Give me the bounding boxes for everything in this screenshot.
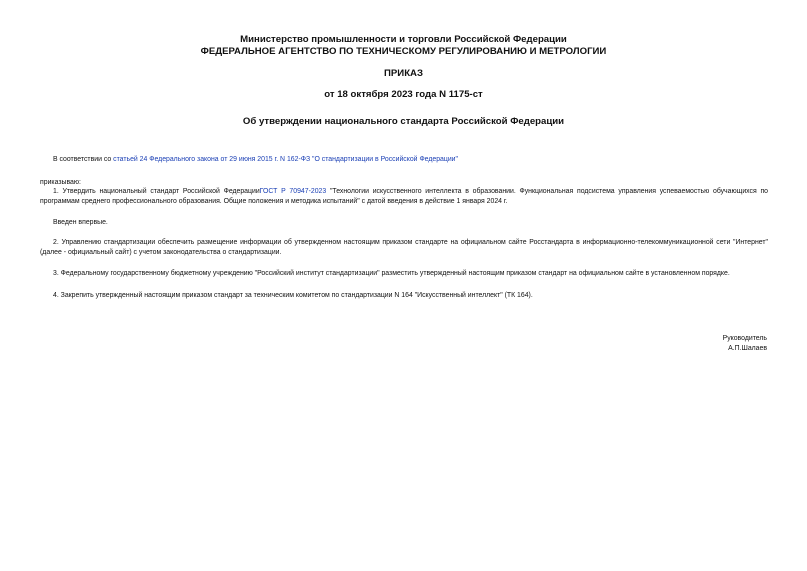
order-item-1 (40, 187, 768, 207)
signatory-role: Руководитель (722, 335, 767, 342)
order-item-4: 4. Закрепить утвержденный настоящим приказом стандарт за техническим комитетом по стандартизации N 164 "Искусственный интеллект" (ТК 164). (53, 292, 533, 299)
intro-prefix: В соответствии со (53, 156, 114, 163)
ministry-name: Министерство промышленности и торговли Российской Федерации (240, 34, 567, 45)
order-word: приказываю: (40, 179, 81, 186)
document-type: ПРИКАЗ (384, 68, 423, 79)
intro-paragraph (40, 155, 768, 165)
order-item-2: 2. Управлению стандартизации обеспечить размещение информации об утвержденном настоящим приказом стандарте на официальном сайте Росстандарта в информационно-телекоммуникационной сети "Интернет" (далее - официальный сайт) с учетом законодательства о стандартизации. (40, 239, 768, 256)
agency-name: ФЕДЕРАЛЬНОЕ АГЕНТСТВО ПО ТЕХНИЧЕСКОМУ РЕГУЛИРОВАНИЮ И МЕТРОЛОГИИ (200, 46, 607, 57)
item1-suffix: "Технологии искусственного интеллекта в образовании. Функциональная подсистема управления успеваемостью обучающихся по программам среднего профессионального образования. Общие положения и методика испытаний" с датой введения в действие 1 января 2024 г. (40, 188, 769, 205)
item1-prefix: 1. Утвердить национальный стандарт Российской Федерации (53, 188, 260, 195)
signatory-name: А.П.Шалаев (728, 345, 767, 352)
order-date-number: от 18 октября 2023 года N 1175-ст (324, 89, 483, 100)
order-item-3: 3. Федеральному государственному бюджетному учреждению "Российский институт стандартизации" разместить утвержденный настоящим приказом стандарт на официальном сайте в установленном порядке. (53, 270, 730, 277)
document-title: Об утверждении национального стандарта Российской Федерации (242, 116, 565, 127)
introduced-first-note: Введен впервые. (53, 219, 108, 226)
standard-link[interactable]: ГОСТ Р 70947-2023 (259, 188, 327, 195)
federal-law-link[interactable]: статьей 24 Федерального закона от 29 июня 2015 г. N 162-ФЗ "О стандартизации в Российской Федерации" (113, 156, 458, 163)
